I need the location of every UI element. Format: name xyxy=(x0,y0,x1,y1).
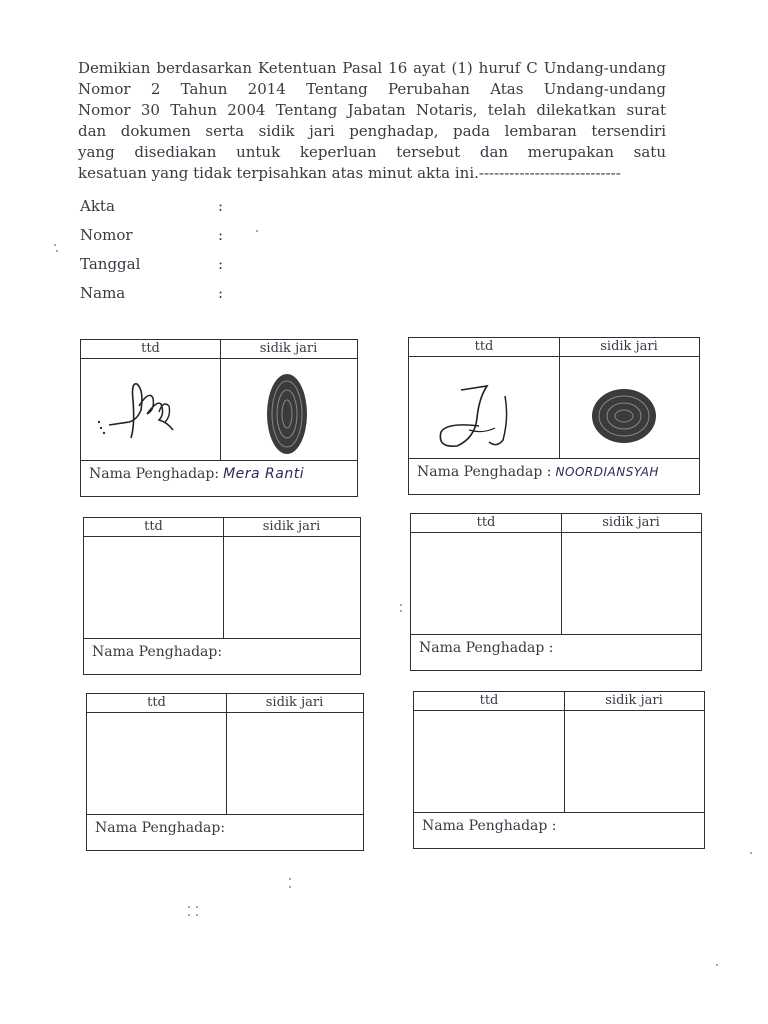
field-label: Nomor xyxy=(80,226,133,244)
ttd-label: ttd xyxy=(479,693,499,708)
field-colon: : xyxy=(218,226,224,244)
signature-box-2 xyxy=(408,337,700,495)
field-colon: : xyxy=(218,284,224,302)
name-divider xyxy=(81,460,357,461)
sidik-jari-label: sidik jari xyxy=(605,693,663,708)
scan-speck xyxy=(256,230,258,232)
paragraph-line: kesatuan yang tidak terpisahkan atas minut akta ini.---------------------------- xyxy=(78,164,621,182)
box-header xyxy=(414,692,704,711)
paragraph-line: Demikian berdasarkan Ketentuan Pasal 16 ayat (1) huruf C Undang-undang xyxy=(78,59,666,77)
name-label: Nama Penghadap: xyxy=(89,466,220,482)
name-row xyxy=(89,464,304,484)
column-divider xyxy=(561,514,562,634)
ttd-label: ttd xyxy=(147,695,166,710)
field-label: Nama xyxy=(80,284,126,302)
signature-mark xyxy=(427,368,547,453)
signature-box-1 xyxy=(80,339,358,497)
field-label: Akta xyxy=(80,197,115,215)
name-divider xyxy=(414,812,704,813)
name-row xyxy=(419,638,558,658)
name-label: Nama Penghadap: xyxy=(95,820,226,836)
box-header xyxy=(87,694,363,713)
name-label: Nama Penghadap : xyxy=(419,640,554,656)
box-header xyxy=(84,518,360,537)
signature-box-5 xyxy=(86,693,364,851)
scan-speck xyxy=(289,878,291,880)
column-divider xyxy=(220,340,221,460)
sidik-jari-label: sidik jari xyxy=(259,341,318,356)
signature-mark xyxy=(89,370,199,450)
field-label: Tanggal xyxy=(80,255,141,273)
scan-speck xyxy=(400,610,402,612)
paragraph-line: Nomor 30 Tahun 2004 Tentang Jabatan Notaris, telah dilekatkan surat xyxy=(78,101,666,119)
scan-speck xyxy=(56,250,58,252)
name-row xyxy=(92,642,226,662)
scan-speck xyxy=(750,852,752,854)
scan-speck xyxy=(400,604,402,606)
paragraph-line: dan dokumen serta sidik jari penghadap, pada lembaran tersendiri xyxy=(78,122,666,140)
scan-speck xyxy=(54,244,56,246)
name-label: Nama Penghadap : xyxy=(422,818,557,834)
scan-speck xyxy=(196,914,198,916)
fingerprint-mark xyxy=(257,370,317,458)
name-value: Mera Ranti xyxy=(223,466,305,482)
box-header xyxy=(81,340,357,359)
scan-speck xyxy=(289,886,291,888)
signature-box-6 xyxy=(413,691,705,849)
scan-speck xyxy=(716,964,718,966)
name-divider xyxy=(87,814,363,815)
name-divider xyxy=(84,638,360,639)
name-label: Nama Penghadap: xyxy=(92,644,223,660)
fingerprint-mark xyxy=(589,386,659,446)
ttd-label: ttd xyxy=(144,519,163,534)
field-colon: : xyxy=(218,255,224,273)
name-divider xyxy=(411,634,701,635)
ttd-label: ttd xyxy=(474,339,494,354)
name-label: Nama Penghadap : xyxy=(417,464,552,480)
sidik-jari-label: sidik jari xyxy=(262,519,321,534)
column-divider xyxy=(223,518,224,638)
signature-box-4 xyxy=(410,513,702,671)
scan-speck xyxy=(188,906,190,908)
ttd-label: ttd xyxy=(141,341,160,356)
name-value: NOORDIANSYAH xyxy=(555,465,659,479)
name-row xyxy=(417,462,659,482)
field-colon: : xyxy=(218,197,224,215)
statement-paragraph xyxy=(78,58,666,184)
scan-speck xyxy=(188,914,190,916)
column-divider xyxy=(559,338,560,458)
scan-speck xyxy=(196,906,198,908)
box-header xyxy=(411,514,701,533)
name-row xyxy=(422,816,561,836)
name-divider xyxy=(409,458,699,459)
sidik-jari-label: sidik jari xyxy=(265,695,324,710)
ttd-label: ttd xyxy=(476,515,496,530)
paragraph-line: yang disediakan untuk keperluan tersebut dan merupakan satu xyxy=(78,143,666,161)
paragraph-line: Nomor 2 Tahun 2014 Tentang Perubahan Atas Undang-undang xyxy=(78,80,666,98)
sidik-jari-label: sidik jari xyxy=(600,339,658,354)
name-row xyxy=(95,818,229,838)
box-header xyxy=(409,338,699,357)
column-divider xyxy=(564,692,565,812)
column-divider xyxy=(226,694,227,814)
signature-box-3 xyxy=(83,517,361,675)
sidik-jari-label: sidik jari xyxy=(602,515,660,530)
